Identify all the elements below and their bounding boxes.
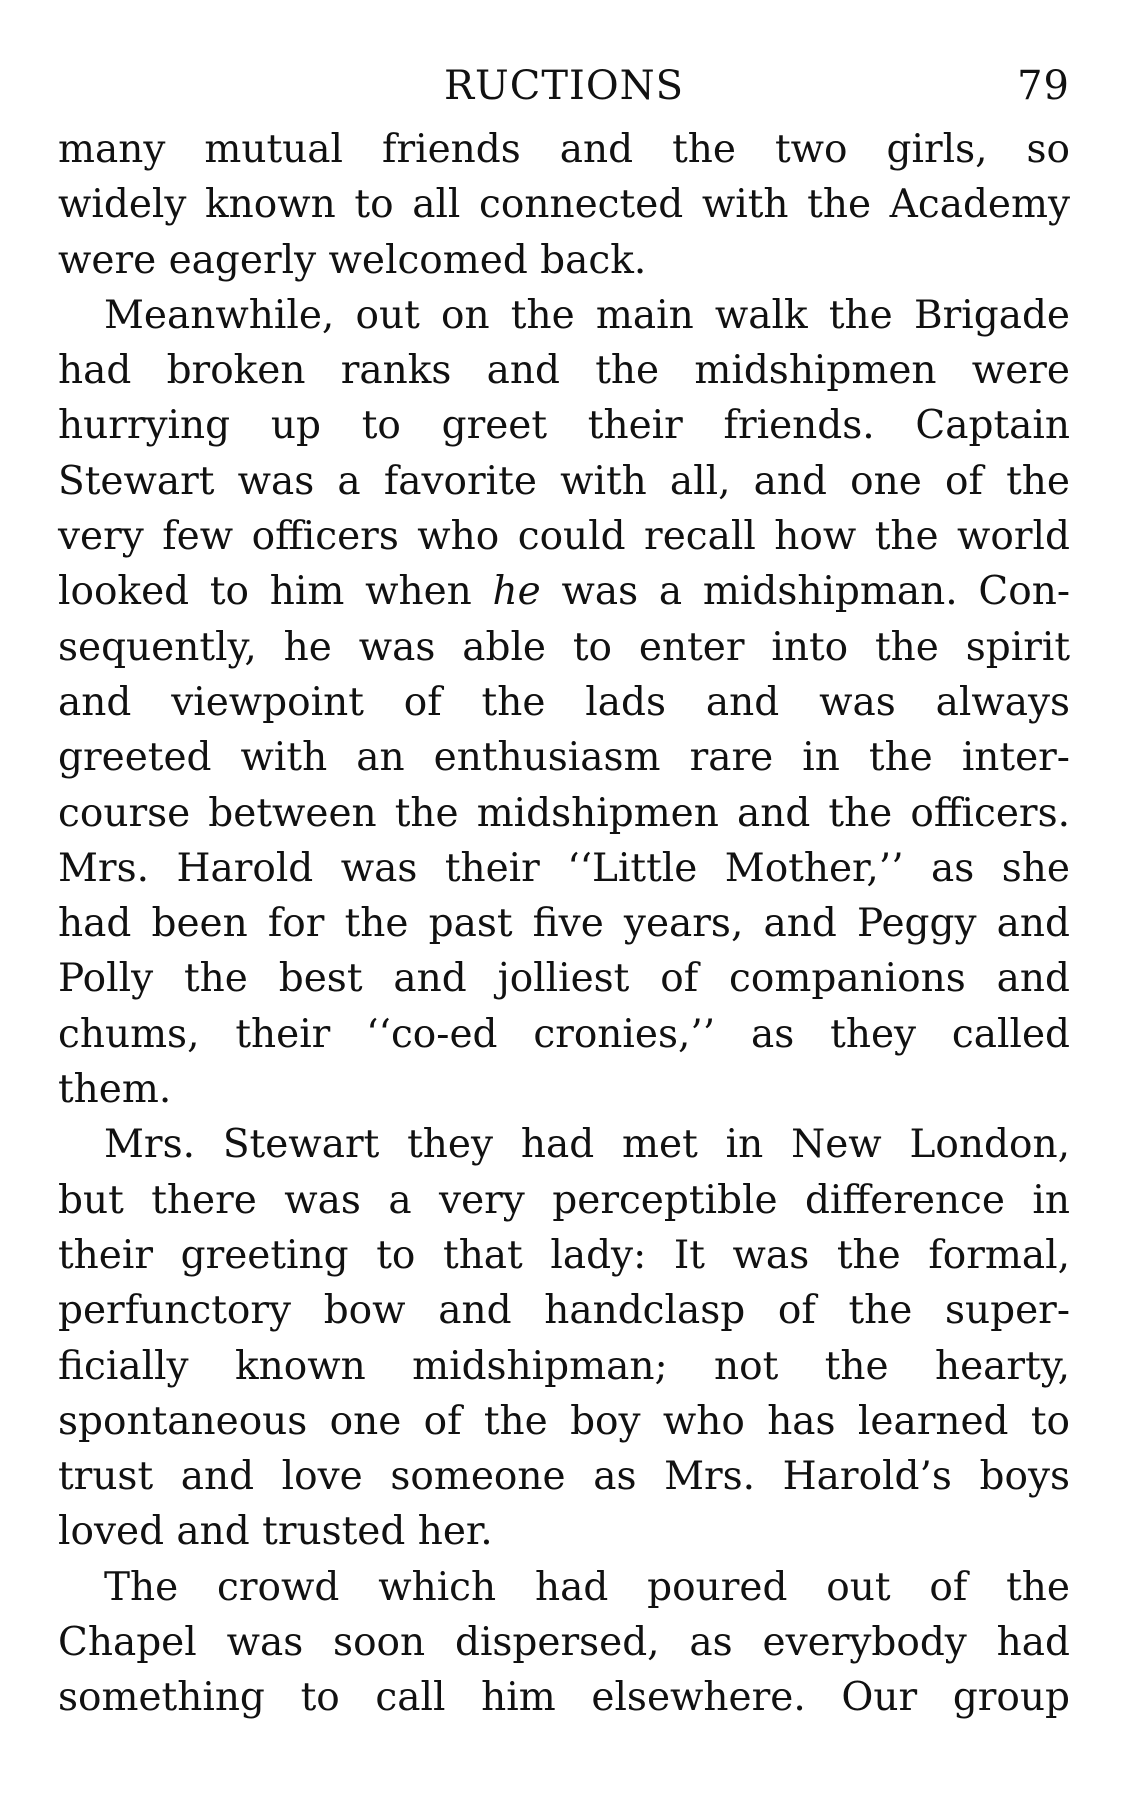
running-head [58, 56, 1070, 116]
text-line: but there was a very perceptible difference in [58, 1177, 1070, 1223]
text-line: perfunctory bow and handclasp of the super- [58, 1288, 1070, 1334]
text-line: The crowd which had poured out of the [104, 1564, 1070, 1610]
text-line: Meanwhile, out on the main walk the Brigade [104, 292, 1070, 338]
text-line: Polly the best and jolliest of companions and [58, 956, 1070, 1002]
text-line: many mutual friends and the two girls, so [58, 127, 1070, 172]
text-line: sequently, he was able to enter into the spirit [58, 624, 1070, 670]
text-line: had broken ranks and the midshipmen were [58, 348, 1070, 394]
text-line: widely known to all connected with the Academy [58, 182, 1070, 228]
text-line: Stewart was a favorite with all, and one of the [58, 458, 1070, 504]
text-fragment: was a midshipman. Con- [540, 569, 1071, 615]
text-line: greeted with an enthusiasm rare in the inter- [58, 735, 1070, 781]
text-line: Mrs. Harold was their ‘‘Little Mother,’’ as she [58, 845, 1070, 891]
chapter-title: RUCTIONS [443, 63, 685, 109]
body-text [58, 122, 1070, 1726]
text-line: had been for the past five years, and Peggy and [58, 901, 1070, 947]
page-number: 79 [1017, 63, 1070, 109]
text-line: their greeting to that lady: It was the formal, [58, 1232, 1070, 1278]
text-line: course between the midshipmen and the officers. [58, 790, 1070, 836]
text-fragment: looked to him when [58, 569, 493, 615]
text-line: and viewpoint of the lads and was always [58, 679, 1070, 725]
text-line: Chapel was soon dispersed, as everybody had [58, 1620, 1070, 1666]
text-line: loved and trusted her. [58, 1509, 493, 1555]
text-line: Mrs. Stewart they had met in New London, [104, 1122, 1070, 1168]
text-line: trust and love someone as Mrs. Harold’s boys [58, 1454, 1070, 1500]
text-line: hurrying up to greet their friends. Captain [58, 403, 1070, 449]
text-line-with-italic [58, 564, 1070, 619]
text-line: chums, their ‘‘co-ed cronies,’’ as they called [58, 1011, 1070, 1057]
italic-word: he [492, 569, 541, 615]
text-line: something to call him elsewhere. Our group [58, 1675, 1070, 1721]
text-line: very few officers who could recall how the world [58, 514, 1070, 560]
book-page [58, 56, 1070, 1726]
text-line: them. [58, 1067, 172, 1113]
text-line: spontaneous one of the boy who has learned to [58, 1398, 1070, 1444]
text-line: were eagerly welcomed back. [58, 237, 647, 283]
text-line: ficially known midshipman; not the hearty, [58, 1343, 1070, 1389]
